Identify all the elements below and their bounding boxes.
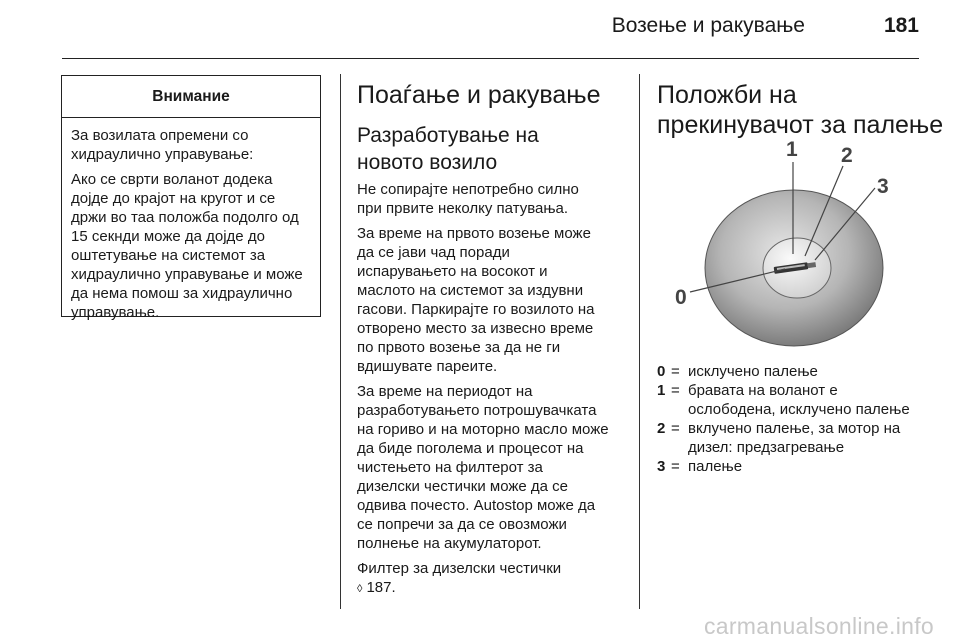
position-label-3: 3 — [877, 175, 889, 198]
legend-equals: = — [671, 420, 680, 437]
subsection-title-line: Разработување на — [357, 124, 539, 147]
text-line: полнење на акумулаторот. — [357, 535, 542, 552]
ignition-legend — [657, 362, 927, 476]
legend-row — [657, 419, 927, 457]
text-line: на гориво и на моторно масло може — [357, 421, 609, 438]
ignition-switch-illustration — [657, 138, 919, 350]
text-line: гасови. Паркирајте го возилото на — [357, 301, 595, 318]
legend-row — [657, 362, 927, 381]
page-header-title: Возење и ракување — [611, 14, 805, 37]
legend-text: исклучено палење — [688, 363, 818, 380]
legend-key: 2 — [657, 420, 666, 437]
paragraph-consumption — [357, 382, 627, 553]
text-line: Филтер за дизелски честички — [357, 560, 562, 577]
title-line: прекинувачот за палење — [657, 111, 944, 139]
ignition-section — [657, 80, 944, 140]
legend-key: 0 — [657, 363, 666, 380]
text-line: За време на периодот на — [357, 383, 533, 400]
paragraph-dpf-reference — [357, 559, 627, 599]
legend-equals: = — [671, 363, 680, 380]
legend-key: 3 — [657, 458, 666, 475]
text-line: дизелски честички може да се — [357, 478, 569, 495]
ignition-title — [657, 80, 944, 140]
subsection-title-line: новото возило — [357, 151, 498, 174]
paragraph-braking — [357, 180, 627, 218]
column-divider-left — [340, 74, 341, 609]
text-line: по првото возење за да не ги — [357, 339, 561, 356]
cross-reference-link[interactable] — [357, 579, 396, 596]
subsection-title — [357, 122, 627, 176]
legend-text: палење — [688, 458, 743, 475]
legend-row — [657, 457, 927, 476]
page-number: 181 — [883, 14, 919, 37]
paragraph-smoke — [357, 224, 627, 376]
warning-body — [62, 118, 320, 322]
text-line: отворено место за извесно време — [357, 320, 594, 337]
legend-equals: = — [671, 458, 680, 475]
position-label-2: 2 — [841, 144, 853, 167]
watermark: carmanualsonline.info — [703, 613, 934, 639]
text-line: вдишувате пареите. — [357, 358, 498, 375]
legend-key: 1 — [657, 382, 666, 399]
position-label-0: 0 — [675, 286, 687, 309]
ignition-switch-figure — [657, 138, 919, 350]
cross-reference-page: 187. — [366, 579, 396, 596]
text-line: се попречи за да се овозможи — [357, 516, 567, 533]
text-line: да биде поголема и процесот на — [357, 440, 584, 457]
text-line: испарувањето на восокот и — [357, 263, 548, 280]
warning-title: Внимание — [62, 76, 320, 118]
cross-reference-arrow-icon: ◊ — [357, 583, 363, 595]
legend-text: вклучено палење, за мотор на дизел: предзагревање — [688, 420, 901, 456]
text-line: За време на првото возење може — [357, 225, 591, 242]
section-title: Поаѓање и ракување — [357, 81, 601, 109]
column-divider-right — [639, 74, 640, 609]
text-line: чистењето на филтерот за — [357, 459, 543, 476]
legend-row — [657, 381, 927, 419]
position-label-1: 1 — [786, 138, 798, 161]
header-rule — [62, 58, 919, 59]
warning-paragraph: За возилата опремени со хидраулично управување: — [71, 127, 254, 163]
legend-equals: = — [671, 382, 680, 399]
driving-section — [357, 80, 627, 605]
text-line: одвива почесто. Autostop може да — [357, 497, 596, 514]
title-line: Положби на — [657, 81, 797, 109]
text-line: разработувањето потрошувачката — [357, 402, 597, 419]
text-line: маслото на системот за издувни — [357, 282, 584, 299]
text-line: Не сопирајте непотребно силно — [357, 181, 579, 198]
legend-text: бравата на воланот е ослободена, исклучено палење — [688, 382, 910, 418]
text-line: да се јави чад поради — [357, 244, 510, 261]
warning-box — [61, 75, 321, 321]
text-line: при првите неколку патувања. — [357, 200, 569, 217]
warning-paragraph: Ако се сврти воланот додека дојде до крајот на кругот и се држи во таа положба подолго од 15 секнди може да дојде до оштетување на системот за хидраулично управување и може да нема помош за хидраулично управување. — [71, 171, 303, 321]
